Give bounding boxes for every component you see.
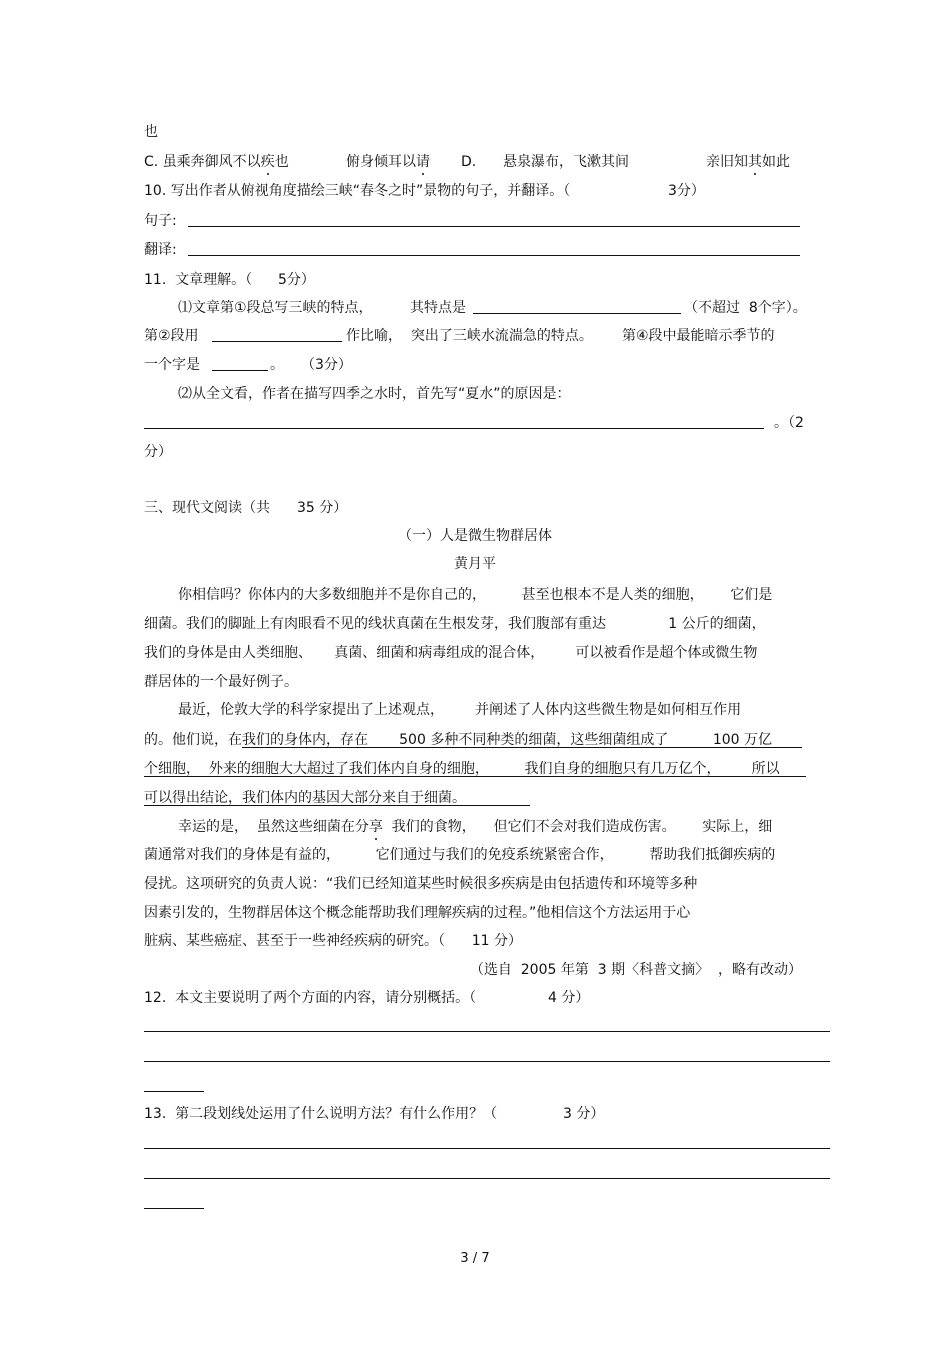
para3-line2: 菌通常对我们的身体是有益的， 它们通过与我们的免疫系统紧密合作， 帮助我们抵御疾病的 — [144, 847, 776, 863]
para2-underline-1 — [242, 747, 802, 748]
q11-title-score: 5分） — [278, 272, 315, 288]
para2-line3: 个细胞， 外来的细胞大大超过了我们体内自身的细胞， 我们自身的细胞只有几万亿个， 所以 — [144, 761, 780, 777]
q10-translation-answer-line[interactable] — [188, 255, 800, 256]
q11-part2-answer-line[interactable] — [144, 428, 764, 429]
q13-question: 13. 第二段划线处运用了什么说明方法？有什么作用？（ — [144, 1106, 498, 1122]
q11-part1-c: （不超过 8个字）。 — [684, 300, 807, 316]
q13-answer-line-3[interactable] — [144, 1208, 204, 1209]
q10-sentence-answer-line[interactable] — [188, 226, 800, 227]
para3-line3: 侵扰。这项研究的负责人说：“我们已经知道某些时候很多疾病是由包括遗传和环境等多种 — [144, 876, 698, 892]
para1-line4: 群居体的一个最好例子。 — [144, 674, 298, 690]
q11-part1-line3-a: 一个字是 — [144, 357, 200, 373]
para2-line1: 最近，伦敦大学的科学家提出了上述观点， 并阐述了人体内这些微生物是如何相互作用 — [178, 702, 742, 718]
q11-part2-score: 分） — [144, 444, 172, 460]
para3-line4: 因素引发的，生物群居体这个概念能帮助我们理解疾病的过程。”他相信这个方法运用于心 — [144, 905, 691, 921]
q11-part1-a: ⑴文章第①段总写三峡的特点， — [178, 300, 373, 316]
para3-line1: 幸运的是， 虽然这些细菌在分享 我们的食物， 但它们不会对我们造成伤害。 实际上，细 — [178, 819, 773, 835]
q11-part1-line2-b: 作比喻， 突出了三峡水流湍急的特点。 — [346, 328, 593, 344]
q9-option-c-part2: 俯身倾耳以请 — [346, 154, 430, 170]
q11-part1-line3-b: 。 — [270, 357, 284, 373]
q11-part2-end: 。（2 — [774, 415, 804, 431]
q13-answer-line-2[interactable] — [144, 1178, 830, 1179]
para2-underline-3 — [144, 805, 530, 806]
q11-season-answer-line[interactable] — [212, 370, 268, 371]
para2-line2: 的。他们说，在我们的身体内，存在 500 多种不同种类的细菌，这些细菌组成了 100 万亿 — [144, 732, 772, 748]
para2-line4: 可以得出结论，我们体内的基因大部分来自于细菌。 — [144, 790, 466, 806]
q12-answer-line-3[interactable] — [144, 1091, 204, 1092]
q11-part2-question: ⑵从全文看，作者在描写四季之水时，首先写“夏水”的原因是： — [178, 386, 571, 402]
q11-feature-answer-line[interactable] — [473, 313, 681, 314]
q10-sentence-label: 句子: — [144, 213, 177, 229]
q9-option-d: D. — [461, 154, 477, 170]
q10-translation-label: 翻译: — [144, 242, 177, 258]
q12-question: 12. 本文主要说明了两个方面的内容，请分别概括。（ — [144, 990, 477, 1006]
para2-underline-2 — [144, 776, 806, 777]
para1-line2: 细菌。我们的脚趾上有肉眼看不见的线状真菌在生根发芽，我们腹部有重达 1 公斤的细菌， — [144, 616, 766, 632]
para1-line3: 我们的身体是由人类细胞、 真菌、细菌和病毒组成的混合体， 可以被看作是超个体或微生物 — [144, 645, 758, 661]
q9-option-c: C. 虽乘奔御风不以疾也 — [144, 154, 289, 170]
article-author: 黄月平 — [454, 556, 496, 572]
q11-part1-line2-c: 第④段中最能暗示季节的 — [622, 328, 775, 344]
q11-part1-line3-score: （3分） — [301, 357, 352, 373]
q11-part1-b: 其特点是 — [410, 300, 466, 316]
q11-part1-line2-a: 第②段用 — [144, 328, 199, 344]
section3-heading-score: 35 分） — [297, 500, 348, 516]
q9-continuation: 也 — [144, 124, 158, 140]
q9-option-d-part2: 亲旧知其如此 — [706, 154, 790, 170]
q10-score: 3分） — [668, 183, 705, 199]
q9-option-d-part1: 悬泉瀑布，飞漱其间 — [503, 154, 629, 170]
q10-question: 10. 写出作者从俯视角度描绘三峡“春冬之时”景物的句子，并翻译。（ — [144, 183, 571, 199]
q12-score: 4 分） — [548, 990, 590, 1006]
para3-line5: 脏病、某些癌症、甚至于一些神经疾病的研究。（ 11 分） — [144, 933, 522, 949]
q13-score: 3 分） — [563, 1106, 605, 1122]
q11-title: 11. 文章理解。（ — [144, 272, 253, 288]
para1-line1: 你相信吗？你体内的大多数细胞并不是你自己的， 甚至也根本不是人类的细胞， 它们是 — [178, 587, 773, 603]
q11-metaphor-answer-line[interactable] — [212, 341, 342, 342]
q12-answer-line-1[interactable] — [144, 1031, 830, 1032]
article-source: （选自 2005 年第 3 期〈科普文摘〉 ，略有改动） — [469, 962, 802, 978]
q13-answer-line-1[interactable] — [144, 1148, 830, 1149]
page-number: 3 / 7 — [460, 1251, 490, 1266]
section3-heading: 三、现代文阅读（共 — [144, 500, 270, 516]
article-title: （一）人是微生物群居体 — [398, 528, 552, 544]
q12-answer-line-2[interactable] — [144, 1061, 830, 1062]
